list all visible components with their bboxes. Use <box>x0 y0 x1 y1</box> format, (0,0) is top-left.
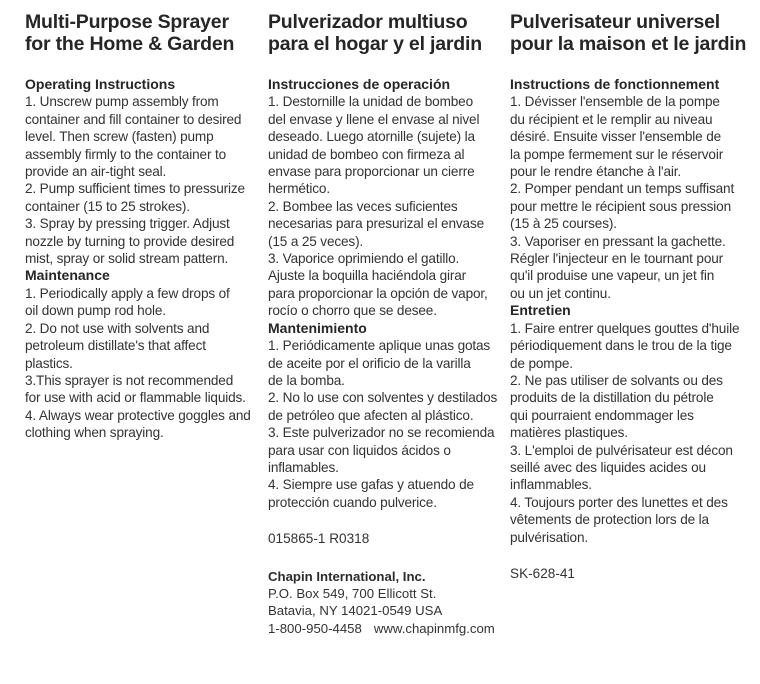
company-name: Chapin International, Inc. <box>268 568 426 584</box>
company-website: www.chapinmfg.com <box>373 620 495 636</box>
french-maintenance-step-1: 1. Faire entrer quelques gouttes d'huile périodiquement dans le trou de la tige de pompe. <box>510 320 740 371</box>
spanish-operating-step-2: 2. Bombee las veces suficientes necesarias para presurizal el envase (15 a 25 veces). <box>268 198 484 249</box>
spanish-operating-heading: Instrucciones de operación <box>268 76 451 92</box>
french-operating-step-1: 1. Dévisser l'ensemble de la pompe du récipient et le remplir au niveau désiré. Ensuite visser l'ensemble de la pompe fermement sur le réservoir pour le rendre étanche à l'air. <box>510 94 724 180</box>
english-maintenance-step-4: 4. Always wear protective goggles and clothing when spraying. <box>25 407 251 441</box>
spanish-maintenance-step-2: 2. No lo use con solventes y destilados de petróleo que afecten al plástico. <box>268 390 498 423</box>
spanish-column <box>268 11 504 637</box>
spanish-maintenance-step-1: 1. Periódicamente aplique unas gotas de aceite por el orificio de la varilla de la bomba. <box>268 338 491 388</box>
company-address-line-2: Batavia, NY 14021-0549 USA <box>268 603 443 619</box>
french-title: Pulverisateur universel pour la maison et le jardin <box>510 11 747 55</box>
part-number: 015865-1 R0318 <box>268 531 370 547</box>
company-address-line-1: P.O. Box 549, 700 Ellicott St. <box>268 585 437 601</box>
french-maintenance-step-4: 4. Toujours porter des lunettes et des vêtements de protection lors de la pulvérisation. <box>510 494 728 545</box>
spanish-maintenance-heading: Mantenimiento <box>268 319 367 336</box>
english-operating-step-3: 3. Spray by pressing trigger. Adjust nozzle by turning to provide desired mist, spray or solid stream pattern. <box>25 216 235 267</box>
french-maintenance-heading: Entretien <box>510 302 571 319</box>
english-title: Multi-Purpose Sprayer for the Home & Garden <box>25 11 235 55</box>
english-operating-step-1: 1. Unscrew pump assembly from container and fill container to desired level. Then screw (fasten) pump assembly firmly to the container to provide an air-tight seal. <box>25 94 242 180</box>
french-operating-step-3: 3. Vaporiser en pressant la gachette. Régler l'injecteur en le tournant pour qu'il produise une vapeur, un jet fin ou un jet continu. <box>510 233 726 301</box>
english-maintenance-step-3: 3.This sprayer is not recommended for use with acid or flammable liquids. <box>25 372 246 406</box>
company-info <box>268 568 504 638</box>
spanish-operating-step-1: 1. Destornille la unidad de bombeo del envase y llene el envase al nivel deseado. Luego atornille (sujete) la unidad de bombeo con firmeza al envase para proporcionar un cierre hermético. <box>268 94 480 197</box>
english-operating-step-2: 2. Pump sufficient times to pressurize container (15 to 25 strokes). <box>25 181 245 214</box>
spanish-operating-step-3: 3. Vaporice oprimiendo el gatillo. Ajuste la boquilla haciéndola girar para proporcionar la opción de vapor, rocío o chorro que se desee. <box>268 251 488 319</box>
spanish-maintenance-step-3: 3. Este pulverizador no se recomienda para usar con liquidos ácidos o inflamables. <box>268 425 495 475</box>
english-column <box>25 11 257 442</box>
french-operating-heading: Instructions de fonctionnement <box>510 76 720 92</box>
spanish-title: Pulverizador multiuso para el hogar y el jardin <box>268 11 482 55</box>
french-maintenance-step-3: 3. L'emploi de pulvérisateur est décon seillé avec des liquides acides ou inflammables. <box>510 442 733 493</box>
french-column <box>510 11 746 582</box>
spanish-maintenance-step-4: 4. Siempre use gafas y atuendo de protección cuando pulverice. <box>268 477 474 510</box>
english-maintenance-step-2: 2. Do not use with solvents and petroleum distillate's that affect plastics. <box>25 320 210 371</box>
french-maintenance-step-2: 2. Ne pas utiliser de solvants ou des produits de la distillation du pétrole qui pourraient endommager les matières plastiques. <box>510 372 723 441</box>
french-operating-step-2: 2. Pomper pendant un temps suffisant pour mettre le récipient sous pression (15 à 25 courses). <box>510 181 735 232</box>
english-operating-heading: Operating Instructions <box>25 76 176 92</box>
english-maintenance-heading: Maintenance <box>25 267 110 284</box>
company-contact-line <box>268 620 504 637</box>
english-maintenance-step-1: 1. Periodically apply a few drops of oil down pump rod hole. <box>25 285 230 319</box>
sku-code: SK-628-41 <box>510 565 575 581</box>
company-phone: 1-800-950-4458 <box>268 620 362 636</box>
